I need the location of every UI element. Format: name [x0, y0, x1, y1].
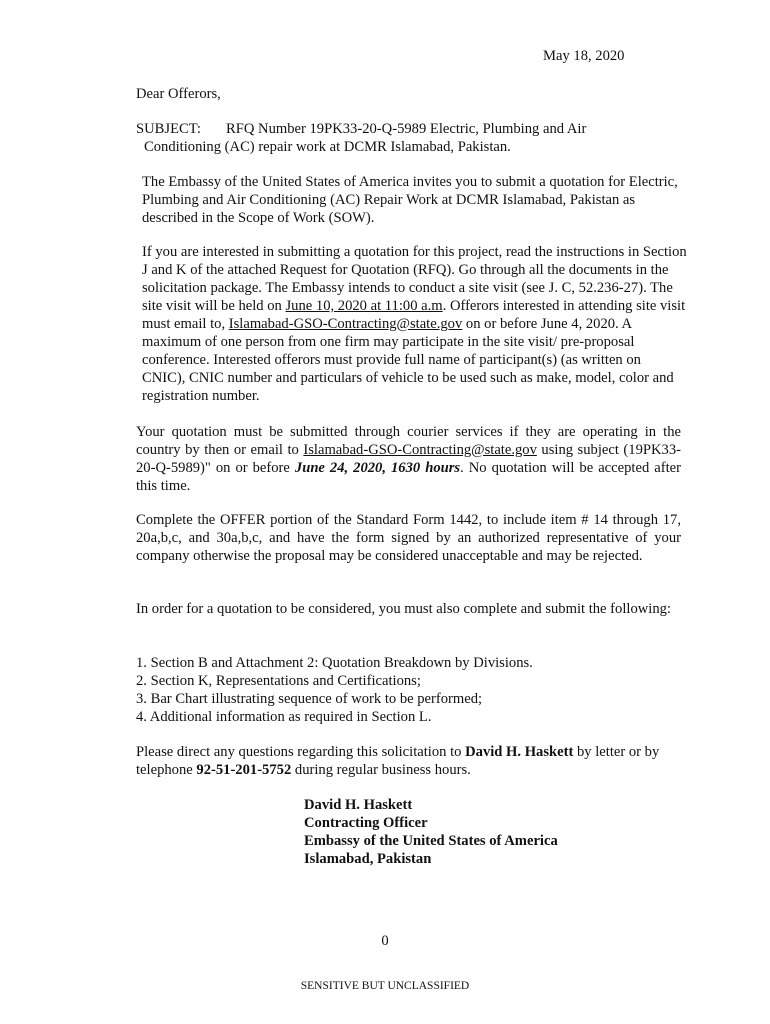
submission-deadline: June 24, 2020, 1630 hours — [294, 460, 461, 476]
site-visit-text-2: . Offerors interested in attending site visit must email to, — [142, 298, 686, 332]
classification-footer: SENSITIVE BUT UNCLASSIFIED — [300, 980, 470, 992]
signature-block — [304, 796, 558, 868]
contact-phone: 92-51-201-5752 — [196, 762, 292, 778]
submission-text-1: Your quotation must be submitted through courier services if they are operating in the country by then or email to — [136, 424, 681, 458]
requirements-list — [136, 654, 533, 726]
offer-form-paragraph: Complete the OFFER portion of the Standard Form 1442, to include item # 14 through 17, 20a,b,c, and 30a,b,c, and have the form signed by an authorized representative of your company otherwise the proposal may be considered unacceptable and may be rejected. — [136, 512, 681, 564]
signatory-organization: Embassy of the United States of America — [304, 833, 558, 849]
signatory-title: Contracting Officer — [304, 815, 428, 831]
contact-name: David H. Haskett — [465, 744, 574, 760]
subject-line-2: Conditioning (AC) repair work at DCMR Islamabad, Pakistan. — [144, 139, 511, 155]
signatory-location: Islamabad, Pakistan — [304, 851, 432, 867]
site-visit-text-3: on or before June 4, 2020. A maximum of one person from one firm may participate in the site visit/ pre-proposal conference. Interested offerors must provide full name of participant(s) (as written on CNIC), CNIC number and particulars of vehicle to be used such as make, model, color and registration number. — [142, 316, 674, 404]
contact-text-1: Please direct any questions regarding this solicitation to — [136, 744, 466, 760]
site-visit-date: June 10, 2020 at 11:00 a.m — [285, 298, 443, 314]
subject-block — [136, 120, 636, 156]
contact-paragraph — [136, 743, 681, 779]
list-item: 4. Additional information as required in Section L. — [136, 709, 432, 725]
salutation: Dear Offerors, — [136, 86, 221, 102]
page-number: 0 — [381, 933, 389, 949]
submission-paragraph — [136, 423, 681, 495]
subject-label: SUBJECT: — [136, 121, 201, 137]
list-item: 2. Section K, Representations and Certifications; — [136, 673, 421, 689]
submission-text-2: using subject (19PK33-20-Q-5989)" on or before — [136, 442, 681, 476]
site-visit-text-1: If you are interested in submitting a quotation for this project, read the instructions in Section J and K of the attached Request for Quotation (RFQ). Go through all the documents in the solicitation package. The Embassy intends to conduct a site visit (see J. C, 52.236-27). The site visit will be held on — [142, 244, 687, 314]
contact-text-3: during regular business hours. — [291, 762, 471, 778]
invitation-paragraph: The Embassy of the United States of America invites you to submit a quotation for Electric, Plumbing and Air Conditioning (AC) Repair Work at DCMR Islamabad, Pakistan as described in the Scope of Work (SOW). — [142, 174, 678, 226]
site-visit-paragraph — [142, 243, 687, 405]
list-item: 3. Bar Chart illustrating sequence of work to be performed; — [136, 691, 483, 707]
submission-email-link[interactable]: Islamabad-GSO-Contracting@state.gov — [303, 442, 537, 458]
contact-text-2: by letter or by telephone — [136, 744, 660, 778]
requirements-intro: In order for a quotation to be considered, you must also complete and submit the following: — [136, 601, 671, 617]
list-item: 1. Section B and Attachment 2: Quotation Breakdown by Divisions. — [136, 655, 533, 671]
signatory-name: David H. Haskett — [304, 797, 413, 813]
submission-text-3: . No quotation will be accepted after this time. — [136, 460, 681, 494]
letter-date: May 18, 2020 — [543, 48, 625, 64]
contracting-email-link[interactable]: Islamabad-GSO-Contracting@state.gov — [228, 316, 463, 332]
subject-line-1: RFQ Number 19PK33-20-Q-5989 Electric, Plumbing and Air — [226, 121, 587, 137]
